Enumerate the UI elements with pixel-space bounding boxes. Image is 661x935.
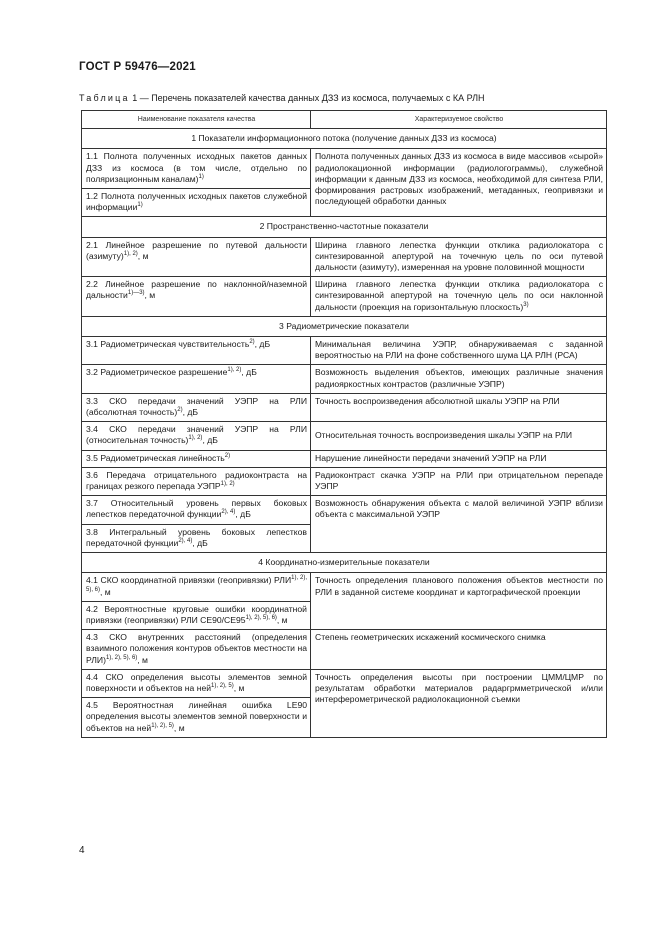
indicator-property: Точность определения планового положения объектов местности по РЛИ в заданной системе координат и картографической проекции: [311, 573, 607, 630]
indicator-name: 3.4 СКО передачи значений УЭПР на РЛИ (относительная точность)$^{1), 2)}$, дБ: [82, 422, 311, 450]
indicator-property: Точность воспроизведения абсолютной шкалы УЭПР на РЛИ: [311, 393, 607, 421]
document-code: ГОСТ Р 59476—2021: [79, 61, 196, 73]
indicator-property: Минимальная величина УЭПР, обнаруживаемая с заданной вероятностью на РЛИ на фоне собственного шума ЦА РЛН (РСА): [311, 337, 607, 365]
indicator-name: 4.2 Вероятностные круговые ошибки координатной привязки (геопривязки) РЛИ $CE90/CE95^{1), 2), 5), 6)}$, м: [82, 601, 311, 629]
indicator-name: 4.4 СКО определения высоты элементов земной поверхности и объектов на ней$^{1), 2), 5)}$, м: [82, 669, 311, 697]
indicator-name: 3.2 Радиометрическое разрешение$^{1), 2)}$, дБ: [82, 365, 311, 393]
section-row: [82, 316, 607, 336]
table-row: [82, 450, 607, 467]
table-row: [82, 496, 607, 524]
indicator-name: 4.5 Вероятностная линейная ошибка LE90 определения высоты элементов земной поверхности и объектов на ней$^{1), 2), 5)}$, м: [82, 698, 311, 738]
indicator-property: Ширина главного лепестка функции отклика радиолокатора с синтезированной апертурой на точечную цель по оси путевой дальности (азимуту), измеренная на уровне половинной мощности: [311, 237, 607, 277]
table-header-row: [82, 111, 607, 129]
table-row: [82, 149, 607, 189]
table-row: [82, 237, 607, 277]
table-row: [82, 422, 607, 450]
column-header-property: Характеризуемое свойство: [311, 111, 607, 129]
indicator-name: 3.7 Относительный уровень первых боковых лепестков передаточной функции$^{2), 4)}$, дБ: [82, 496, 311, 524]
indicator-property: Точность определения высоты при построении ЦМM/ЦМР по результатам обработки материалов радаргрмметрической и/или интерферометрической радиолокационной съемки: [311, 669, 607, 737]
indicator-property: Полнота полученных данных ДЗЗ из космоса в виде массивов «сырой» радиолокационной информации (радиологограммы), служебной информации к данным ДЗЗ из космоса, необходимой для синтеза РЛИ, формирования растровых изображений, метаданных, геопривязки и последующей обработки данных: [311, 149, 607, 217]
section-title: 3 Радиометрические показатели: [82, 316, 607, 336]
quality-indicators-table: [81, 110, 607, 738]
section-title: 4 Координатно-измерительные показатели: [82, 553, 607, 573]
section-row: [82, 553, 607, 573]
indicator-property: Радиоконтраст скачка УЭПР на РЛИ при отрицательном перепаде УЭПР: [311, 467, 607, 495]
section-row: [82, 217, 607, 237]
section-title: 2 Пространственно-частотные показатели: [82, 217, 607, 237]
table-row: [82, 393, 607, 421]
section-title: 1 Показатели информационного потока (получение данных ДЗЗ из космоса): [82, 129, 607, 149]
table-caption-label: Таблица: [79, 93, 130, 103]
section-row: [82, 129, 607, 149]
table-row: [82, 277, 607, 317]
page-number: 4: [79, 845, 85, 856]
indicator-name: 4.3 СКО внутренних расстояний (определения взаимного положения контуров объектов местности на РЛИ)$^{1), 2), 5), 6)}$, м: [82, 630, 311, 670]
indicator-property: Возможность выделения объектов, имеющих различные значения радиояркостных контрастов (различные УЭПР): [311, 365, 607, 393]
table-caption: [79, 93, 485, 103]
table-caption-text: 1 — Перечень показателей качества данных ДЗЗ из космоса, получаемых с КА РЛН: [129, 93, 485, 103]
indicator-property: Возможность обнаружения объекта с малой величиной УЭПР вблизи объекта с максимальной УЭПР: [311, 496, 607, 553]
indicator-name: 1.1 Полнота полученных исходных пакетов данных ДЗЗ из космоса (в том числе, отдельно по поляризационным каналам)$^{1)}$: [82, 149, 311, 189]
indicator-name: 2.1 Линейное разрешение по путевой дальности (азимуту)$^{1), 2)}$, м: [82, 237, 311, 277]
indicator-name: 3.8 Интегральный уровень боковых лепестков передаточной функции$^{2), 4)}$, дБ: [82, 524, 311, 552]
table-row: [82, 365, 607, 393]
table-row: [82, 669, 607, 697]
indicator-property: Относительная точность воспроизведения шкалы УЭПР на РЛИ: [311, 422, 607, 450]
table-row: [82, 573, 607, 601]
indicator-name: 3.1 Радиометрическая чувствительность$^{2)}$, дБ: [82, 337, 311, 365]
indicator-name: 3.6 Передача отрицательного радиоконтраста на границах резкого перепада $УЭПР^{1), 2)}$: [82, 467, 311, 495]
indicator-property: Ширина главного лепестка функции отклика радиолокатора с синтезированной апертурой на точечную цель по оси наклонной дальности (проекция на горизонтальную плоскость)$^{3)}$: [311, 277, 607, 317]
indicator-name: 2.2 Линейное разрешение по наклонной/наземной дальности$^{1)—3)}$, м: [82, 277, 311, 317]
table-row: [82, 467, 607, 495]
indicator-property: Нарушение линейности передачи значений УЭПР на РЛИ: [311, 450, 607, 467]
table-row: [82, 337, 607, 365]
indicator-property: Степень геометрических искажений космического снимка: [311, 630, 607, 670]
indicator-name: 3.5 Радиометрическая линейность$^{2)}$: [82, 450, 311, 467]
table-row: [82, 630, 607, 670]
indicator-name: 4.1 СКО координатной привязки (геопривязки) $РЛИ^{1), 2), 5), 6)}$, м: [82, 573, 311, 601]
indicator-name: 3.3 СКО передачи значений УЭПР на РЛИ (абсолютная точность)$^{2)}$, дБ: [82, 393, 311, 421]
column-header-name: Наименование показателя качества: [82, 111, 311, 129]
indicator-name: 1.2 Полнота полученных исходных пакетов служебной информации$^{1)}$: [82, 189, 311, 217]
